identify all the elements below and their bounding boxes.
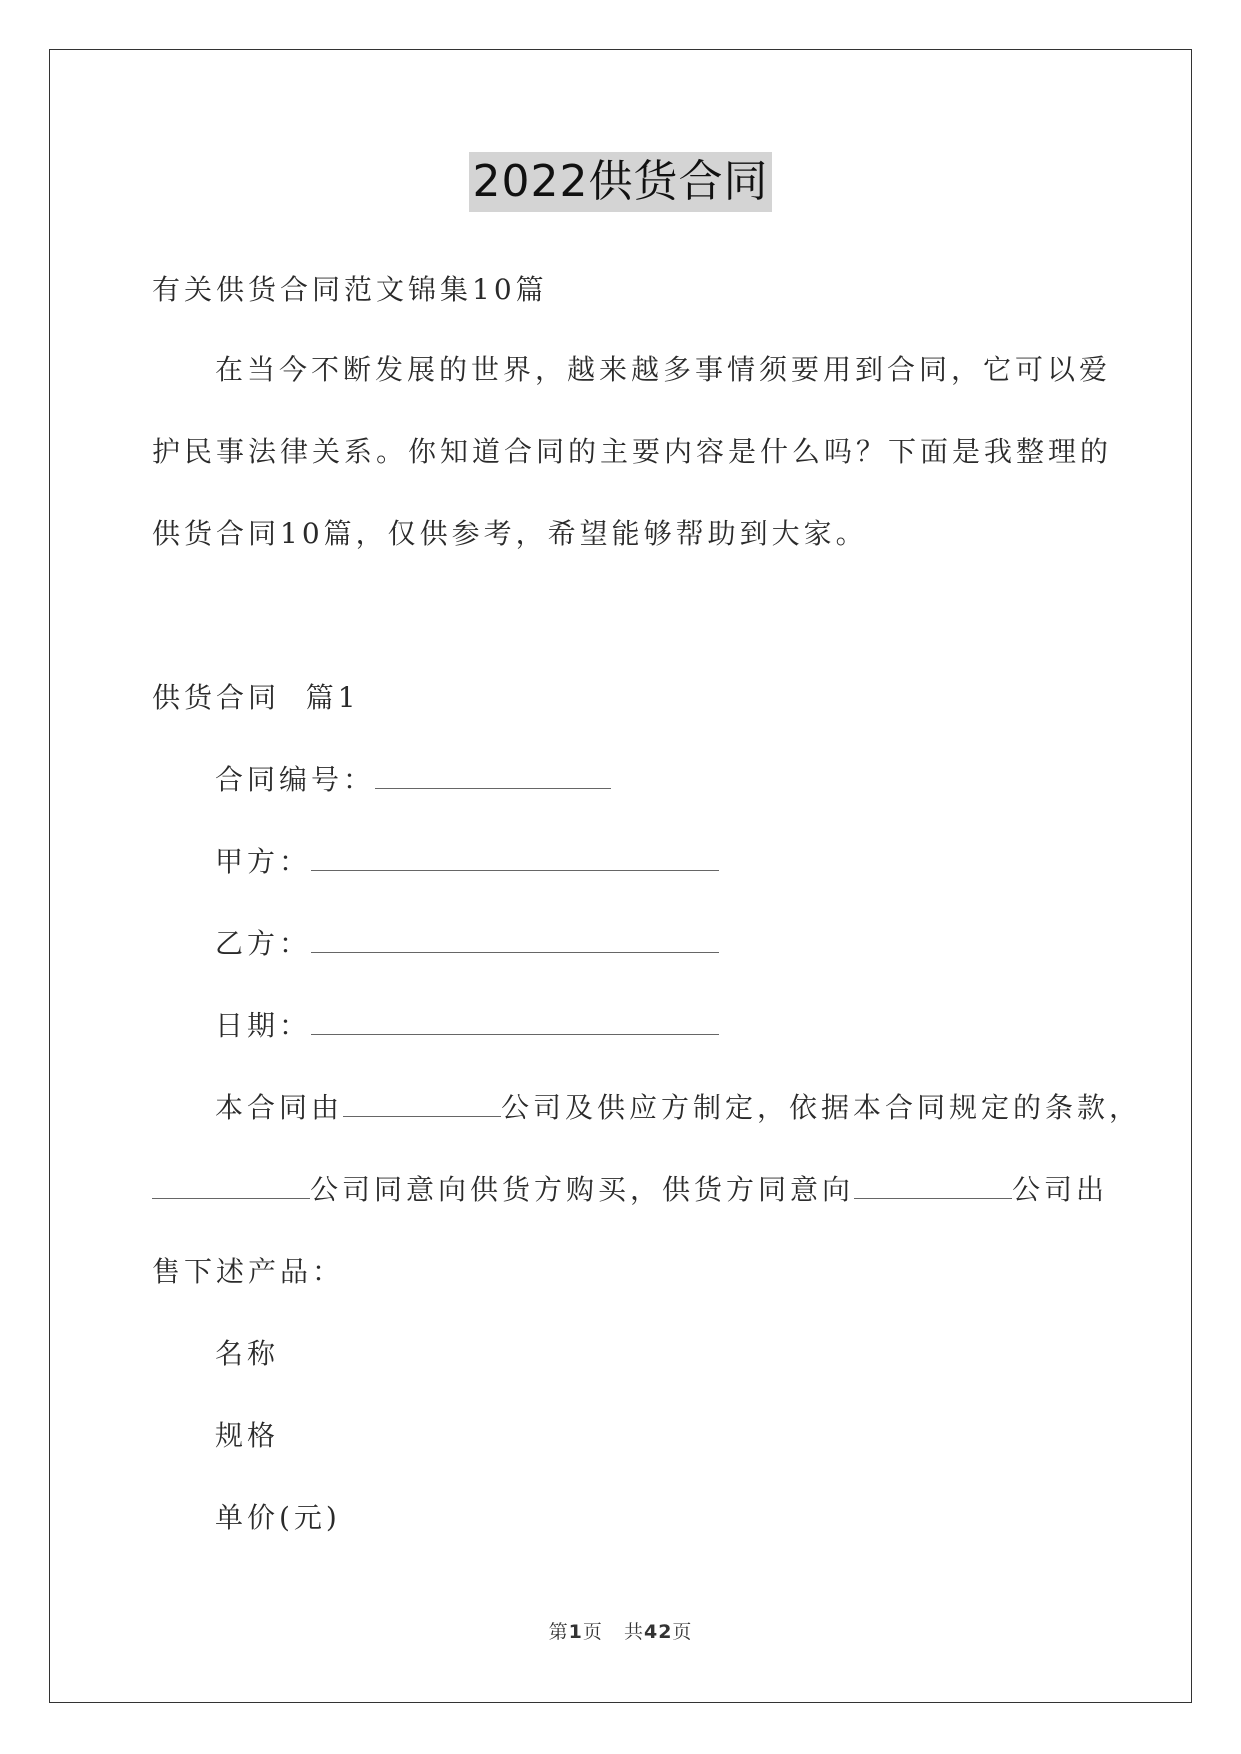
party-b-row bbox=[215, 926, 719, 962]
section-heading-text: 供货合同 篇1 bbox=[152, 681, 360, 714]
company-blank-3 bbox=[854, 1174, 1012, 1199]
product-field-unit-price: 单价(元) bbox=[215, 1501, 341, 1534]
clause-line-2 bbox=[152, 1172, 1108, 1208]
title-container bbox=[0, 152, 1241, 212]
date-row bbox=[215, 1008, 719, 1044]
clause-line-3: 售下述产品： bbox=[152, 1255, 345, 1288]
total-pages: 42 bbox=[643, 1621, 673, 1643]
clause-text-1: 本合同由 bbox=[215, 1091, 344, 1124]
page-number: 1 bbox=[568, 1621, 583, 1643]
clause-text-4: 公司出 bbox=[1012, 1173, 1109, 1206]
clause-text-3: 公司同意向供货方购买，供货方同意向 bbox=[310, 1173, 855, 1206]
date-label: 日期： bbox=[215, 1009, 312, 1042]
party-a-label: 甲方： bbox=[215, 845, 312, 878]
party-a-row bbox=[215, 844, 719, 880]
party-b-blank bbox=[311, 928, 719, 953]
document-title: 2022供货合同 bbox=[469, 152, 773, 212]
clause-text-2: 公司及供应方制定，依据本合同规定的条款， bbox=[501, 1091, 1142, 1124]
contract-number-label: 合同编号： bbox=[215, 763, 376, 796]
product-field-name: 名称 bbox=[215, 1337, 280, 1370]
clause-line-1 bbox=[215, 1090, 1141, 1126]
company-blank-2 bbox=[152, 1174, 310, 1199]
total-prefix: 共 bbox=[623, 1621, 644, 1643]
contract-number-row bbox=[215, 762, 611, 798]
product-field-spec: 规格 bbox=[215, 1419, 280, 1452]
party-a-blank bbox=[311, 846, 719, 871]
contract-number-blank bbox=[375, 764, 611, 789]
party-b-label: 乙方： bbox=[215, 927, 312, 960]
company-blank-1 bbox=[343, 1092, 501, 1117]
page-footer bbox=[0, 1620, 1241, 1644]
document-subtitle: 有关供货合同范文锦集10篇 bbox=[152, 273, 548, 306]
date-blank bbox=[311, 1010, 719, 1035]
total-suffix: 页 bbox=[672, 1621, 693, 1643]
intro-paragraph-line-1: 在当今不断发展的世界，越来越多事情须要用到合同，它可以爱 bbox=[215, 353, 1112, 386]
intro-paragraph-line-3: 供货合同10篇，仅供参考，希望能够帮助到大家。 bbox=[152, 517, 868, 550]
page-prefix: 第 bbox=[548, 1621, 569, 1643]
section-heading bbox=[152, 680, 360, 716]
page-suffix: 页 bbox=[582, 1621, 603, 1643]
intro-paragraph-line-2: 护民事法律关系。你知道合同的主要内容是什么吗？下面是我整理的 bbox=[152, 435, 1113, 468]
